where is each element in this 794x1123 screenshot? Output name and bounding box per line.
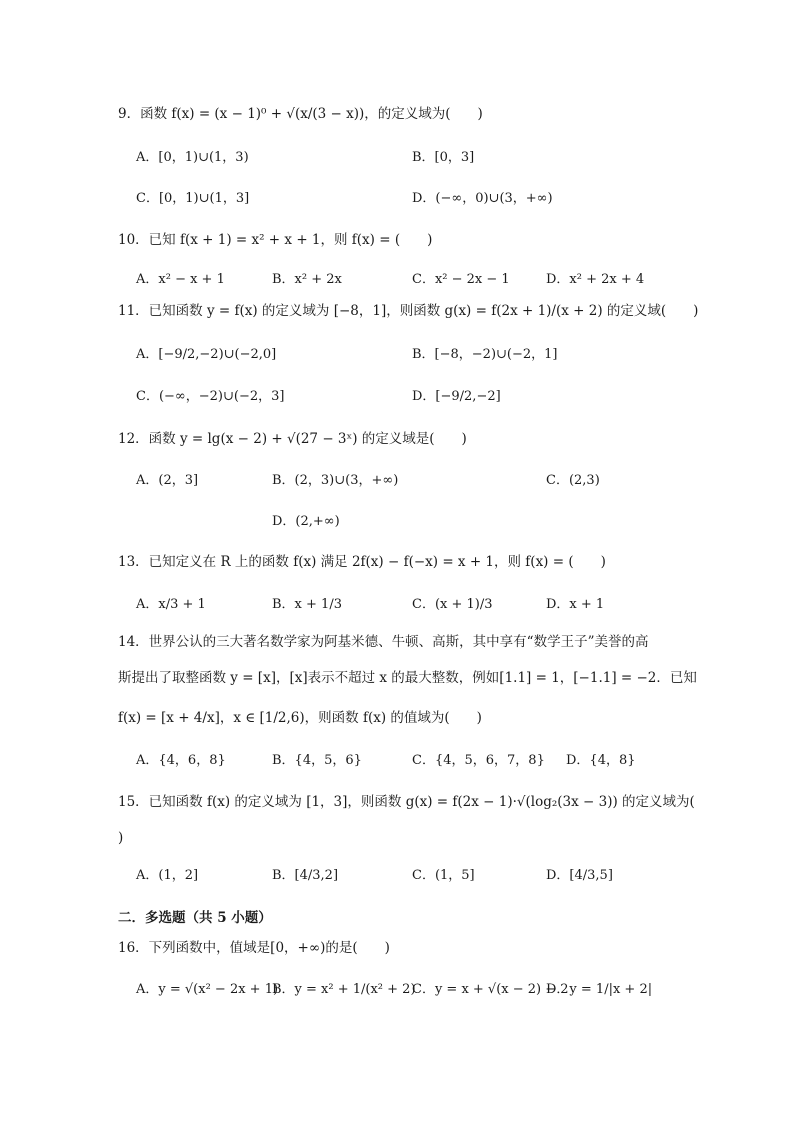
q10-option-a[interactable]: A．x² − x + 1: [136, 272, 225, 287]
q16-option-d[interactable]: D．y = 1/|x + 2|: [546, 982, 653, 997]
q10-option-d[interactable]: D．x² + 2x + 4: [546, 272, 645, 287]
question-14-line-2: 斯提出了取整函数 y = [x]，[x]表示不超过 x 的最大整数，例如[1.1] = 1，[−1.1] = −2．已知: [118, 670, 697, 686]
q12-option-d[interactable]: D．(2,+∞): [272, 514, 340, 529]
q10-option-b[interactable]: B．x² + 2x: [272, 272, 342, 287]
q14-option-b[interactable]: B．{4，5，6}: [272, 753, 362, 768]
q9-option-c[interactable]: C．[0，1)∪(1，3]: [136, 191, 250, 206]
section-heading-multiple-choice: 二．多选题（共 5 小题）: [118, 910, 272, 926]
question-14-line-3: f(x) = [x + 4/x]，x ∈ [1/2,6)，则函数 f(x) 的值域为( ): [118, 710, 482, 726]
question-12-stem: 12．函数 y = lg(x − 2) + √(27 − 3ˣ) 的定义域是( ): [118, 431, 467, 447]
q14-option-a[interactable]: A．{4，6，8}: [136, 753, 226, 768]
q13-option-c[interactable]: C．(x + 1)/3: [412, 597, 493, 612]
q11-option-c[interactable]: C．(−∞，−2)∪(−2，3]: [136, 389, 285, 404]
q13-option-d[interactable]: D．x + 1: [546, 597, 605, 612]
q14-option-d[interactable]: D．{4，8}: [566, 753, 636, 768]
q16-option-a[interactable]: A．y = √(x² − 2x + 1): [136, 982, 279, 997]
q15-option-b[interactable]: B．[4/3,2]: [272, 868, 339, 883]
q10-option-c[interactable]: C．x² − 2x − 1: [412, 272, 510, 287]
q12-option-b[interactable]: B．(2，3)∪(3，+∞): [272, 473, 399, 488]
question-15-line-1: 15．已知函数 f(x) 的定义域为 [1，3]，则函数 g(x) = f(2x − 1)·√(log₂(3x − 3)) 的定义域为(: [118, 794, 695, 810]
q12-option-a[interactable]: A．(2，3]: [136, 473, 199, 488]
question-14-line-1: 14．世界公认的三大著名数学家为阿基米德、牛顿、高斯，其中享有“数学王子”美誉的高: [118, 634, 649, 650]
question-13-stem: 13．已知定义在 R 上的函数 f(x) 满足 2f(x) − f(−x) = x + 1，则 f(x) = ( ): [118, 554, 606, 570]
question-15-line-2: ): [118, 830, 124, 846]
question-10-stem: 10．已知 f(x + 1) = x² + x + 1，则 f(x) = ( ): [118, 232, 433, 248]
question-9-stem: 9．函数 f(x) = (x − 1)⁰ + √(x/(3 − x))，的定义域为( ): [118, 106, 483, 122]
q16-option-c[interactable]: C．y = x + √(x − 2) − 2: [412, 982, 569, 997]
question-16-stem: 16．下列函数中，值域是[0，+∞)的是( ): [118, 940, 390, 956]
q9-option-b[interactable]: B．[0，3]: [412, 150, 475, 165]
q11-option-d[interactable]: D．[−9/2,−2]: [412, 389, 501, 404]
q11-option-a[interactable]: A．[−9/2,−2)∪(−2,0]: [136, 347, 277, 362]
q15-option-d[interactable]: D．[4/3,5]: [546, 868, 613, 883]
question-11-stem: 11．已知函数 y = f(x) 的定义域为 [−8，1]，则函数 g(x) = f(2x + 1)/(x + 2) 的定义域( ): [118, 303, 699, 319]
q13-option-b[interactable]: B．x + 1/3: [272, 597, 342, 612]
q11-option-b[interactable]: B．[−8，−2)∪(−2，1]: [412, 347, 558, 362]
q15-option-c[interactable]: C．(1，5]: [412, 868, 475, 883]
q12-option-c[interactable]: C．(2,3): [546, 473, 600, 488]
q14-option-c[interactable]: C．{4，5，6，7，8}: [412, 753, 545, 768]
q9-option-d[interactable]: D．(−∞，0)∪(3，+∞): [412, 191, 553, 206]
q15-option-a[interactable]: A．(1，2]: [136, 868, 199, 883]
q13-option-a[interactable]: A．x/3 + 1: [136, 597, 206, 612]
q16-option-b[interactable]: B．y = x² + 1/(x² + 2): [272, 982, 416, 997]
q9-option-a[interactable]: A．[0，1)∪(1，3): [136, 150, 249, 165]
